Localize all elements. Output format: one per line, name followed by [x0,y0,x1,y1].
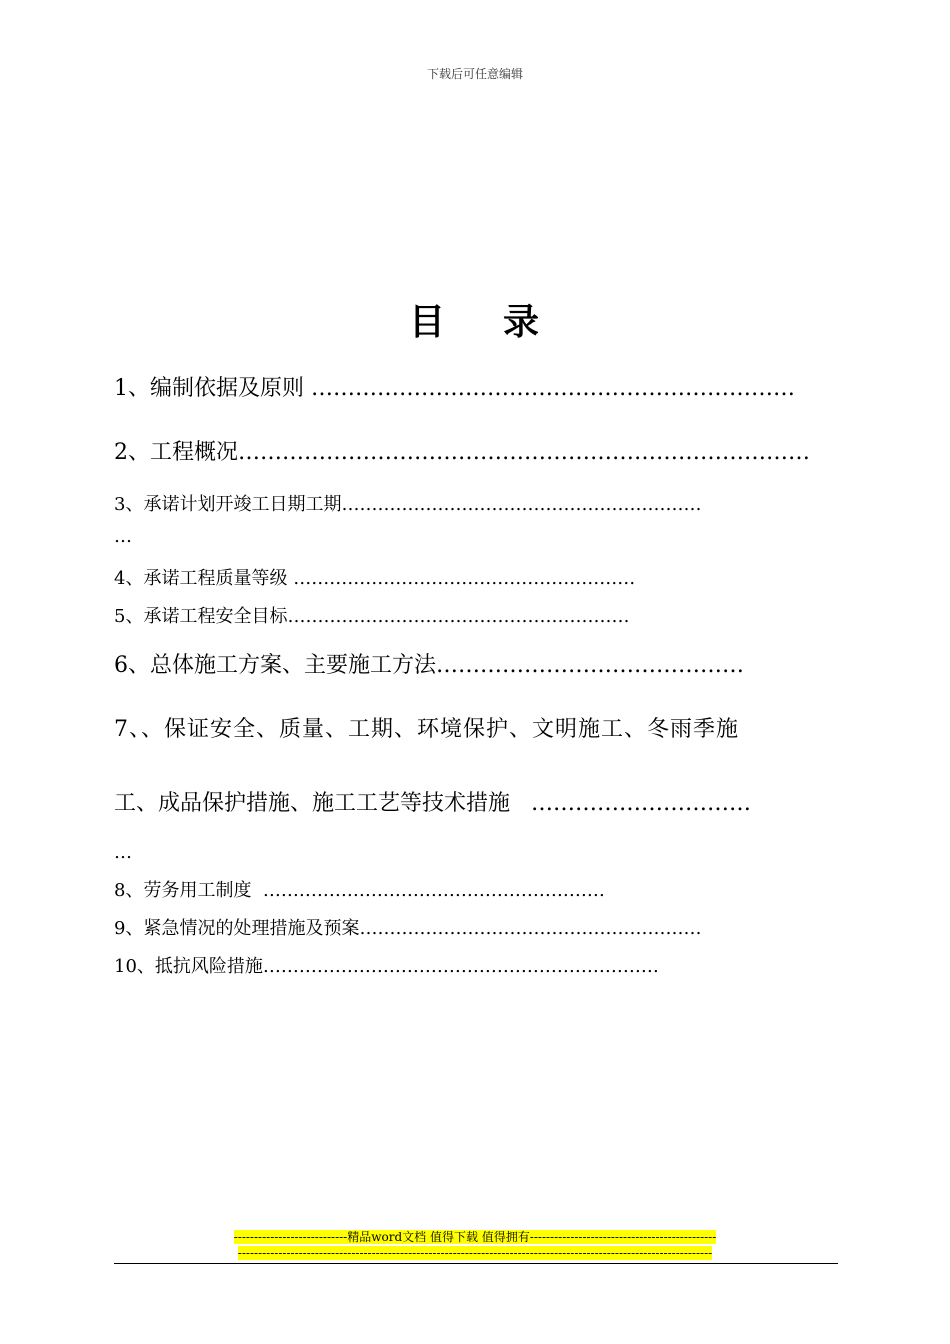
toc-item-label: 1、编制依据及原则 [114,376,304,401]
toc-item-6[interactable] [114,651,838,681]
toc-item-1[interactable] [114,374,838,404]
toc-item-leader: ………………………………………………………… [262,956,659,977]
footer-banner-line-2: --------------------------------------------------------------------------------------------------------------------- [237,1246,713,1260]
footer-banner-line-1: ----------------------------精品word文档 值得下载 值得拥有---------------------------------------------- [233,1230,717,1244]
toc-item-5[interactable] [114,604,838,630]
toc-item-leader: ………………………………………………… [293,568,636,589]
toc-item-2[interactable] [114,438,838,468]
toc-item-leader: ………………………………………………………… [311,376,795,401]
toc-item-leader: ………………………… [531,791,751,816]
toc-item-leader: …………………………………………………… [341,494,702,515]
toc-title-left: 目 [408,301,447,343]
toc-item-3[interactable] [114,492,838,518]
toc-item-label: 2、工程概况 [114,440,238,465]
toc-item-7[interactable] [114,715,838,745]
toc-item-7-continued[interactable] [114,789,838,819]
toc-item-4[interactable] [114,566,838,592]
toc-item-leader: …………………………………………………………………… [238,440,810,465]
toc-item-leader: ………………………………………………… [359,918,702,939]
toc-item-7-leader-tail [114,840,838,866]
footer-rule [114,1263,838,1264]
toc-item-label: 10、抵抗风险措施 [114,956,263,977]
toc-item-label: 6、总体施工方案、主要施工方法 [114,653,436,678]
toc-item-label: 9、紧急情况的处理措施及预案 [114,918,360,939]
toc-item-label: 5、承诺工程安全目标 [114,606,288,627]
toc-item-leader: ………………………………………………… [287,606,630,627]
toc-item-leader: … [114,842,132,863]
header-note: 下载后可任意编辑 [426,67,523,81]
toc-item-label: 工、成品保护措施、施工工艺等技术措施 [114,791,511,816]
toc-item-10[interactable] [114,954,838,980]
toc-item-8[interactable] [114,878,838,904]
footer-banner-dashes [0,1246,950,1261]
toc-item-leader: ………………………………………………… [262,880,605,901]
toc-item-leader: …………………………………… [436,653,744,678]
toc-item-label: 8、劳务用工制度 [114,880,252,901]
toc-item-label: 4、承诺工程质量等级 [114,568,288,589]
toc-item-label: 3、承诺计划开竣工日期工期 [114,494,342,515]
toc-item-leader: … [114,526,132,547]
toc-item-9[interactable] [114,916,838,942]
toc-title [0,296,950,348]
toc-title-right: 录 [503,301,542,343]
toc-item-3-continued [114,524,838,550]
toc-item-label: 7、、保证安全、质量、工期、环境保护、文明施工、冬雨季施 [114,717,739,742]
footer-banner [0,1230,950,1245]
